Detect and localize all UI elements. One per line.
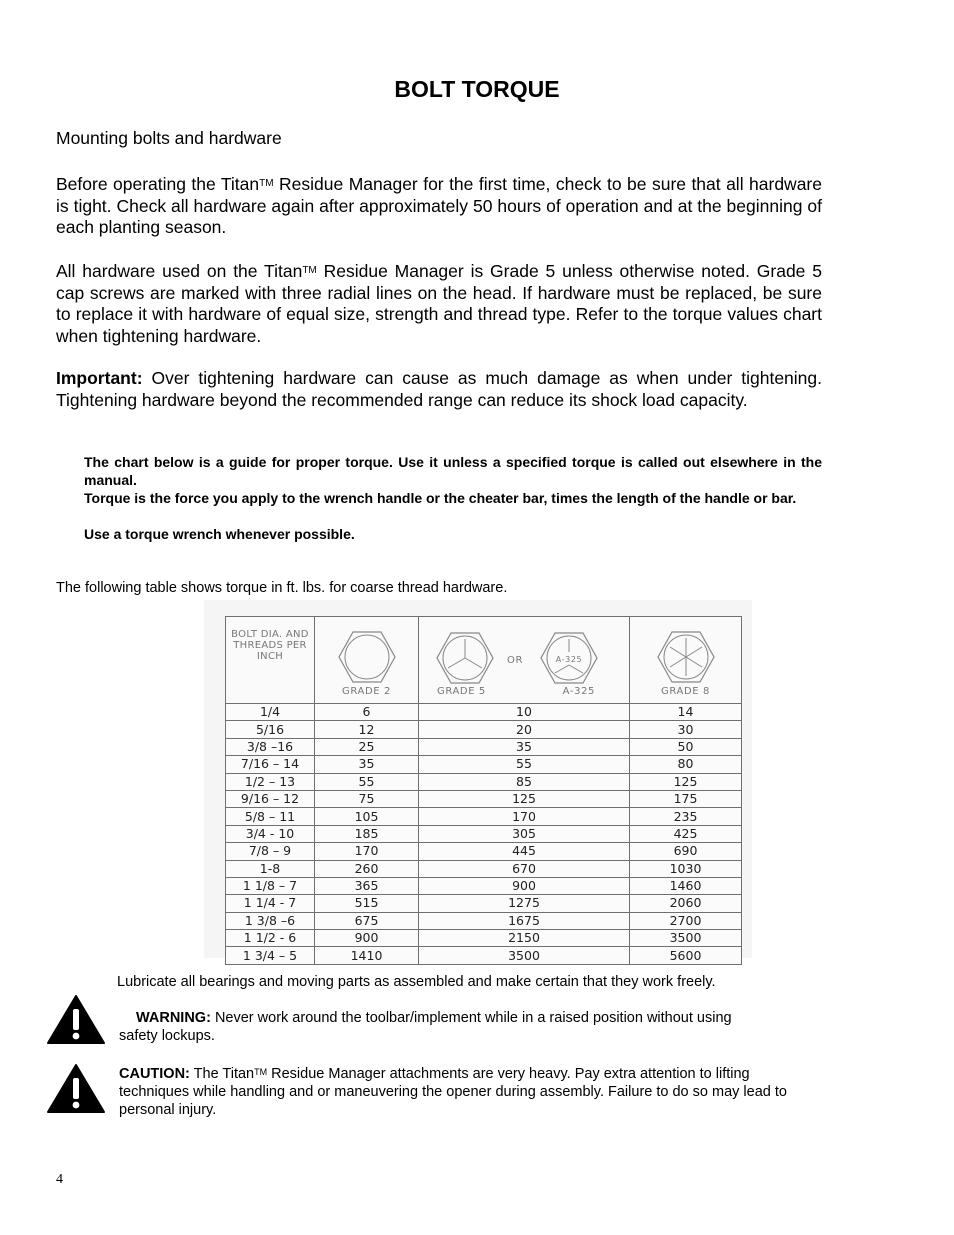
- cell-bolt-size: 5/16: [226, 721, 315, 738]
- grade-2-label: GRADE 2: [342, 686, 391, 697]
- cell-grade-2: 170: [315, 843, 419, 860]
- cell-bolt-size: 3/4 - 10: [226, 825, 315, 842]
- cell-grade-2: 25: [315, 738, 419, 755]
- warning-icon: [46, 994, 106, 1046]
- cell-grade-8: 235: [630, 808, 742, 825]
- cell-bolt-size: 1 1/2 - 6: [226, 930, 315, 947]
- cell-grade-8: 2060: [630, 895, 742, 912]
- cell-bolt-size: 7/16 – 14: [226, 756, 315, 773]
- cell-bolt-size: 1/4: [226, 704, 315, 721]
- text: Residue Manager attachments are very heavy. Pay extra attention to lifting techniques while handling and or maneuvering the opener during assembly. Failure to do so may lead to personal injury.: [119, 1066, 787, 1118]
- grade-5-label: GRADE 5: [437, 686, 486, 697]
- note-chart-guide: The chart below is a guide for proper torque. Use it unless a specified torque is called out elsewhere in the manual.: [84, 454, 822, 488]
- trademark-mark: TM: [302, 265, 317, 276]
- warning-label: WARNING:: [136, 1010, 211, 1026]
- lubricate-instruction: Lubricate all bearings and moving parts as assembled and make certain that they work freely.: [117, 974, 716, 990]
- table-row: [226, 930, 742, 947]
- table-row: [226, 790, 742, 807]
- cell-grade-8: 30: [630, 721, 742, 738]
- table-caption: The following table shows torque in ft. lbs. for coarse thread hardware.: [56, 580, 508, 596]
- cell-bolt-size: 9/16 – 12: [226, 790, 315, 807]
- cell-grade-2: 365: [315, 877, 419, 894]
- cell-grade-5: 10: [419, 704, 630, 721]
- cell-grade-2: 75: [315, 790, 419, 807]
- cell-bolt-size: 7/8 – 9: [226, 843, 315, 860]
- table-row: [226, 895, 742, 912]
- cell-bolt-size: 5/8 – 11: [226, 808, 315, 825]
- cell-grade-2: 515: [315, 895, 419, 912]
- cell-grade-8: 175: [630, 790, 742, 807]
- grade-5-bolt-head-icon: [435, 631, 495, 685]
- text: Residue Manager for the first time, check to be sure that all hardware is tight. Check all hardware again after approximately 50 hours of operation and at the beginning of each planting season.: [56, 174, 822, 237]
- cell-bolt-size: 1/2 – 13: [226, 773, 315, 790]
- table-row: [226, 825, 742, 842]
- cell-grade-8: 1460: [630, 877, 742, 894]
- cell-grade-5: 3500: [419, 947, 630, 964]
- cell-grade-2: 675: [315, 912, 419, 929]
- table-row: [226, 721, 742, 738]
- table-row: [226, 843, 742, 860]
- cell-grade-8: 690: [630, 843, 742, 860]
- cell-grade-2: 260: [315, 860, 419, 877]
- caution-label: CAUTION:: [119, 1066, 190, 1082]
- cell-bolt-size: 1 3/4 – 5: [226, 947, 315, 964]
- cell-grade-8: 80: [630, 756, 742, 773]
- cell-grade-2: 1410: [315, 947, 419, 964]
- table-body: [226, 704, 742, 965]
- cell-grade-5: 1675: [419, 912, 630, 929]
- paragraph-important: [56, 368, 822, 411]
- cell-grade-2: 6: [315, 704, 419, 721]
- cell-grade-8: 2700: [630, 912, 742, 929]
- header-bolt-diameter: BOLT DIA. AND THREADS PER INCH: [226, 617, 315, 704]
- cell-grade-8: 1030: [630, 860, 742, 877]
- page-title: BOLT TORQUE: [394, 76, 560, 102]
- paragraph-grade-5-hardware: [56, 260, 822, 347]
- cell-grade-2: 185: [315, 825, 419, 842]
- cell-grade-5: 85: [419, 773, 630, 790]
- cell-grade-2: 55: [315, 773, 419, 790]
- header-grade-2: [315, 617, 419, 704]
- trademark-mark: TM: [259, 178, 274, 189]
- cell-grade-8: 425: [630, 825, 742, 842]
- text: The Titan: [189, 1066, 255, 1082]
- table-row: [226, 808, 742, 825]
- a325-label: A-325: [562, 686, 595, 697]
- cell-grade-5: 445: [419, 843, 630, 860]
- caution-text: [119, 1063, 819, 1119]
- cell-grade-8: 125: [630, 773, 742, 790]
- text: Before operating the Titan: [56, 174, 260, 194]
- table-row: [226, 756, 742, 773]
- header-grade-8: [630, 617, 742, 704]
- cell-grade-2: 35: [315, 756, 419, 773]
- torque-chart: [204, 600, 752, 963]
- cell-grade-8: 50: [630, 738, 742, 755]
- table-row: [226, 773, 742, 790]
- cell-grade-5: 1275: [419, 895, 630, 912]
- torque-table: [225, 616, 742, 965]
- cell-grade-5: 900: [419, 877, 630, 894]
- a325-head-marking: A-325: [555, 655, 583, 664]
- table-row: [226, 860, 742, 877]
- text: All hardware used on the Titan: [56, 261, 303, 281]
- cell-grade-5: 35: [419, 738, 630, 755]
- cell-bolt-size: 3/8 –16: [226, 738, 315, 755]
- cell-grade-5: 670: [419, 860, 630, 877]
- important-text: Over tightening hardware can cause as much damage as when under tightening. Tightening hardware beyond the recommended range can reduce its shock load capacity.: [56, 368, 822, 410]
- cell-grade-5: 305: [419, 825, 630, 842]
- a325-bolt-head-icon: [539, 631, 599, 685]
- cell-bolt-size: 1 3/8 –6: [226, 912, 315, 929]
- caution-icon: [46, 1063, 106, 1115]
- warning-text: [119, 1009, 819, 1045]
- table-row: [226, 877, 742, 894]
- cell-grade-2: 105: [315, 808, 419, 825]
- cell-grade-2: 900: [315, 930, 419, 947]
- grade-2-bolt-head-icon: [337, 630, 397, 684]
- grade-8-label: GRADE 8: [661, 686, 710, 697]
- cell-grade-8: 14: [630, 704, 742, 721]
- cell-grade-5: 55: [419, 756, 630, 773]
- cell-grade-5: 2150: [419, 930, 630, 947]
- page-number: 4: [56, 1172, 63, 1187]
- cell-bolt-size: 1 1/8 – 7: [226, 877, 315, 894]
- table-row: [226, 738, 742, 755]
- trademark-mark: TM: [254, 1067, 268, 1077]
- paragraph-first-time-check: [56, 173, 822, 239]
- text: Residue Manager is Grade 5 unless otherwise noted. Grade 5 cap screws are marked with three radial lines on the head. If hardware must be replaced, be sure to replace it with hardware of equal size, strength and thread type. Refer to the torque values chart when tightening hardware.: [56, 261, 822, 346]
- warning-line-1: Never work around the toolbar/implement while in a raised position without using: [210, 1010, 732, 1026]
- table-row: [226, 947, 742, 964]
- note-use-torque-wrench: Use a torque wrench whenever possible.: [84, 526, 355, 542]
- header-grade-5: [419, 617, 630, 704]
- or-label: OR: [507, 655, 524, 666]
- note-torque-definition: Torque is the force you apply to the wrench handle or the cheater bar, times the length of the handle or bar.: [84, 490, 797, 506]
- cell-grade-5: 170: [419, 808, 630, 825]
- table-row: [226, 704, 742, 721]
- section-subtitle: Mounting bolts and hardware: [56, 128, 282, 148]
- cell-bolt-size: 1-8: [226, 860, 315, 877]
- cell-grade-2: 12: [315, 721, 419, 738]
- cell-grade-5: 125: [419, 790, 630, 807]
- warning-line-2: safety lockups.: [119, 1028, 215, 1044]
- cell-bolt-size: 1 1/4 - 7: [226, 895, 315, 912]
- table-header-row: [226, 617, 742, 704]
- cell-grade-8: 5600: [630, 947, 742, 964]
- important-label: Important:: [56, 368, 143, 388]
- grade-8-bolt-head-icon: [656, 630, 716, 684]
- table-row: [226, 912, 742, 929]
- cell-grade-5: 20: [419, 721, 630, 738]
- cell-grade-8: 3500: [630, 930, 742, 947]
